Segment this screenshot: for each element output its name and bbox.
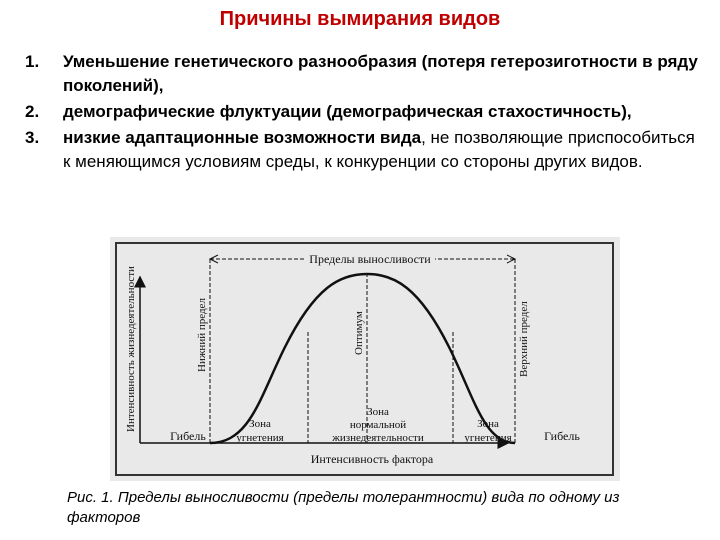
zone-left-line2: угнетения: [236, 432, 284, 444]
zone-right-line1: Зона: [477, 418, 499, 430]
top-label: Пределы выносливости: [309, 252, 431, 266]
list-item: [25, 126, 705, 174]
x-axis-label: Интенсивность фактора: [310, 452, 434, 466]
list-item: [25, 50, 705, 98]
item-bold-text: низкие адаптационные возможности вида: [63, 128, 422, 147]
zone-mid-line3: жизнедеятельности: [332, 432, 424, 444]
lower-limit-label: Нижний предел: [196, 298, 208, 372]
item-number: 1.: [25, 52, 40, 71]
zone-mid-line1: Зона: [367, 406, 389, 418]
item-text: , не позволяющие приспособиться к меняющимся условиям среды, к конкуренции со стороны других видов.: [63, 128, 695, 171]
page-title: Причины вымирания видов: [219, 8, 501, 30]
item-number: 2.: [25, 102, 40, 121]
death-left-label: Гибель: [170, 429, 206, 443]
death-right-label: Гибель: [544, 429, 580, 443]
y-axis-label: Интенсивность жизнедеятельности: [125, 266, 137, 432]
tolerance-figure: [110, 237, 620, 481]
optimum-label: Оптимум: [353, 311, 365, 355]
list-item: [25, 100, 705, 124]
zone-mid-line2: нормальной: [349, 419, 407, 431]
item-bold-text: Уменьшение генетического разнообразия (потеря гетерозиготности в ряду поколений),: [63, 52, 698, 95]
causes-list: [25, 50, 705, 176]
item-number: 3.: [25, 128, 40, 147]
zone-right-line2: угнетения: [464, 432, 512, 444]
upper-limit-label: Верхний предел: [518, 301, 530, 377]
tolerance-diagram: [110, 237, 620, 481]
item-bold-text: демографические флуктуации (демографическая стахостичность),: [63, 102, 632, 121]
figure-caption: Рис. 1. Пределы выносливости (пределы толерантности) вида по одному из факторов: [67, 489, 620, 526]
zone-left-line1: Зона: [249, 418, 271, 430]
